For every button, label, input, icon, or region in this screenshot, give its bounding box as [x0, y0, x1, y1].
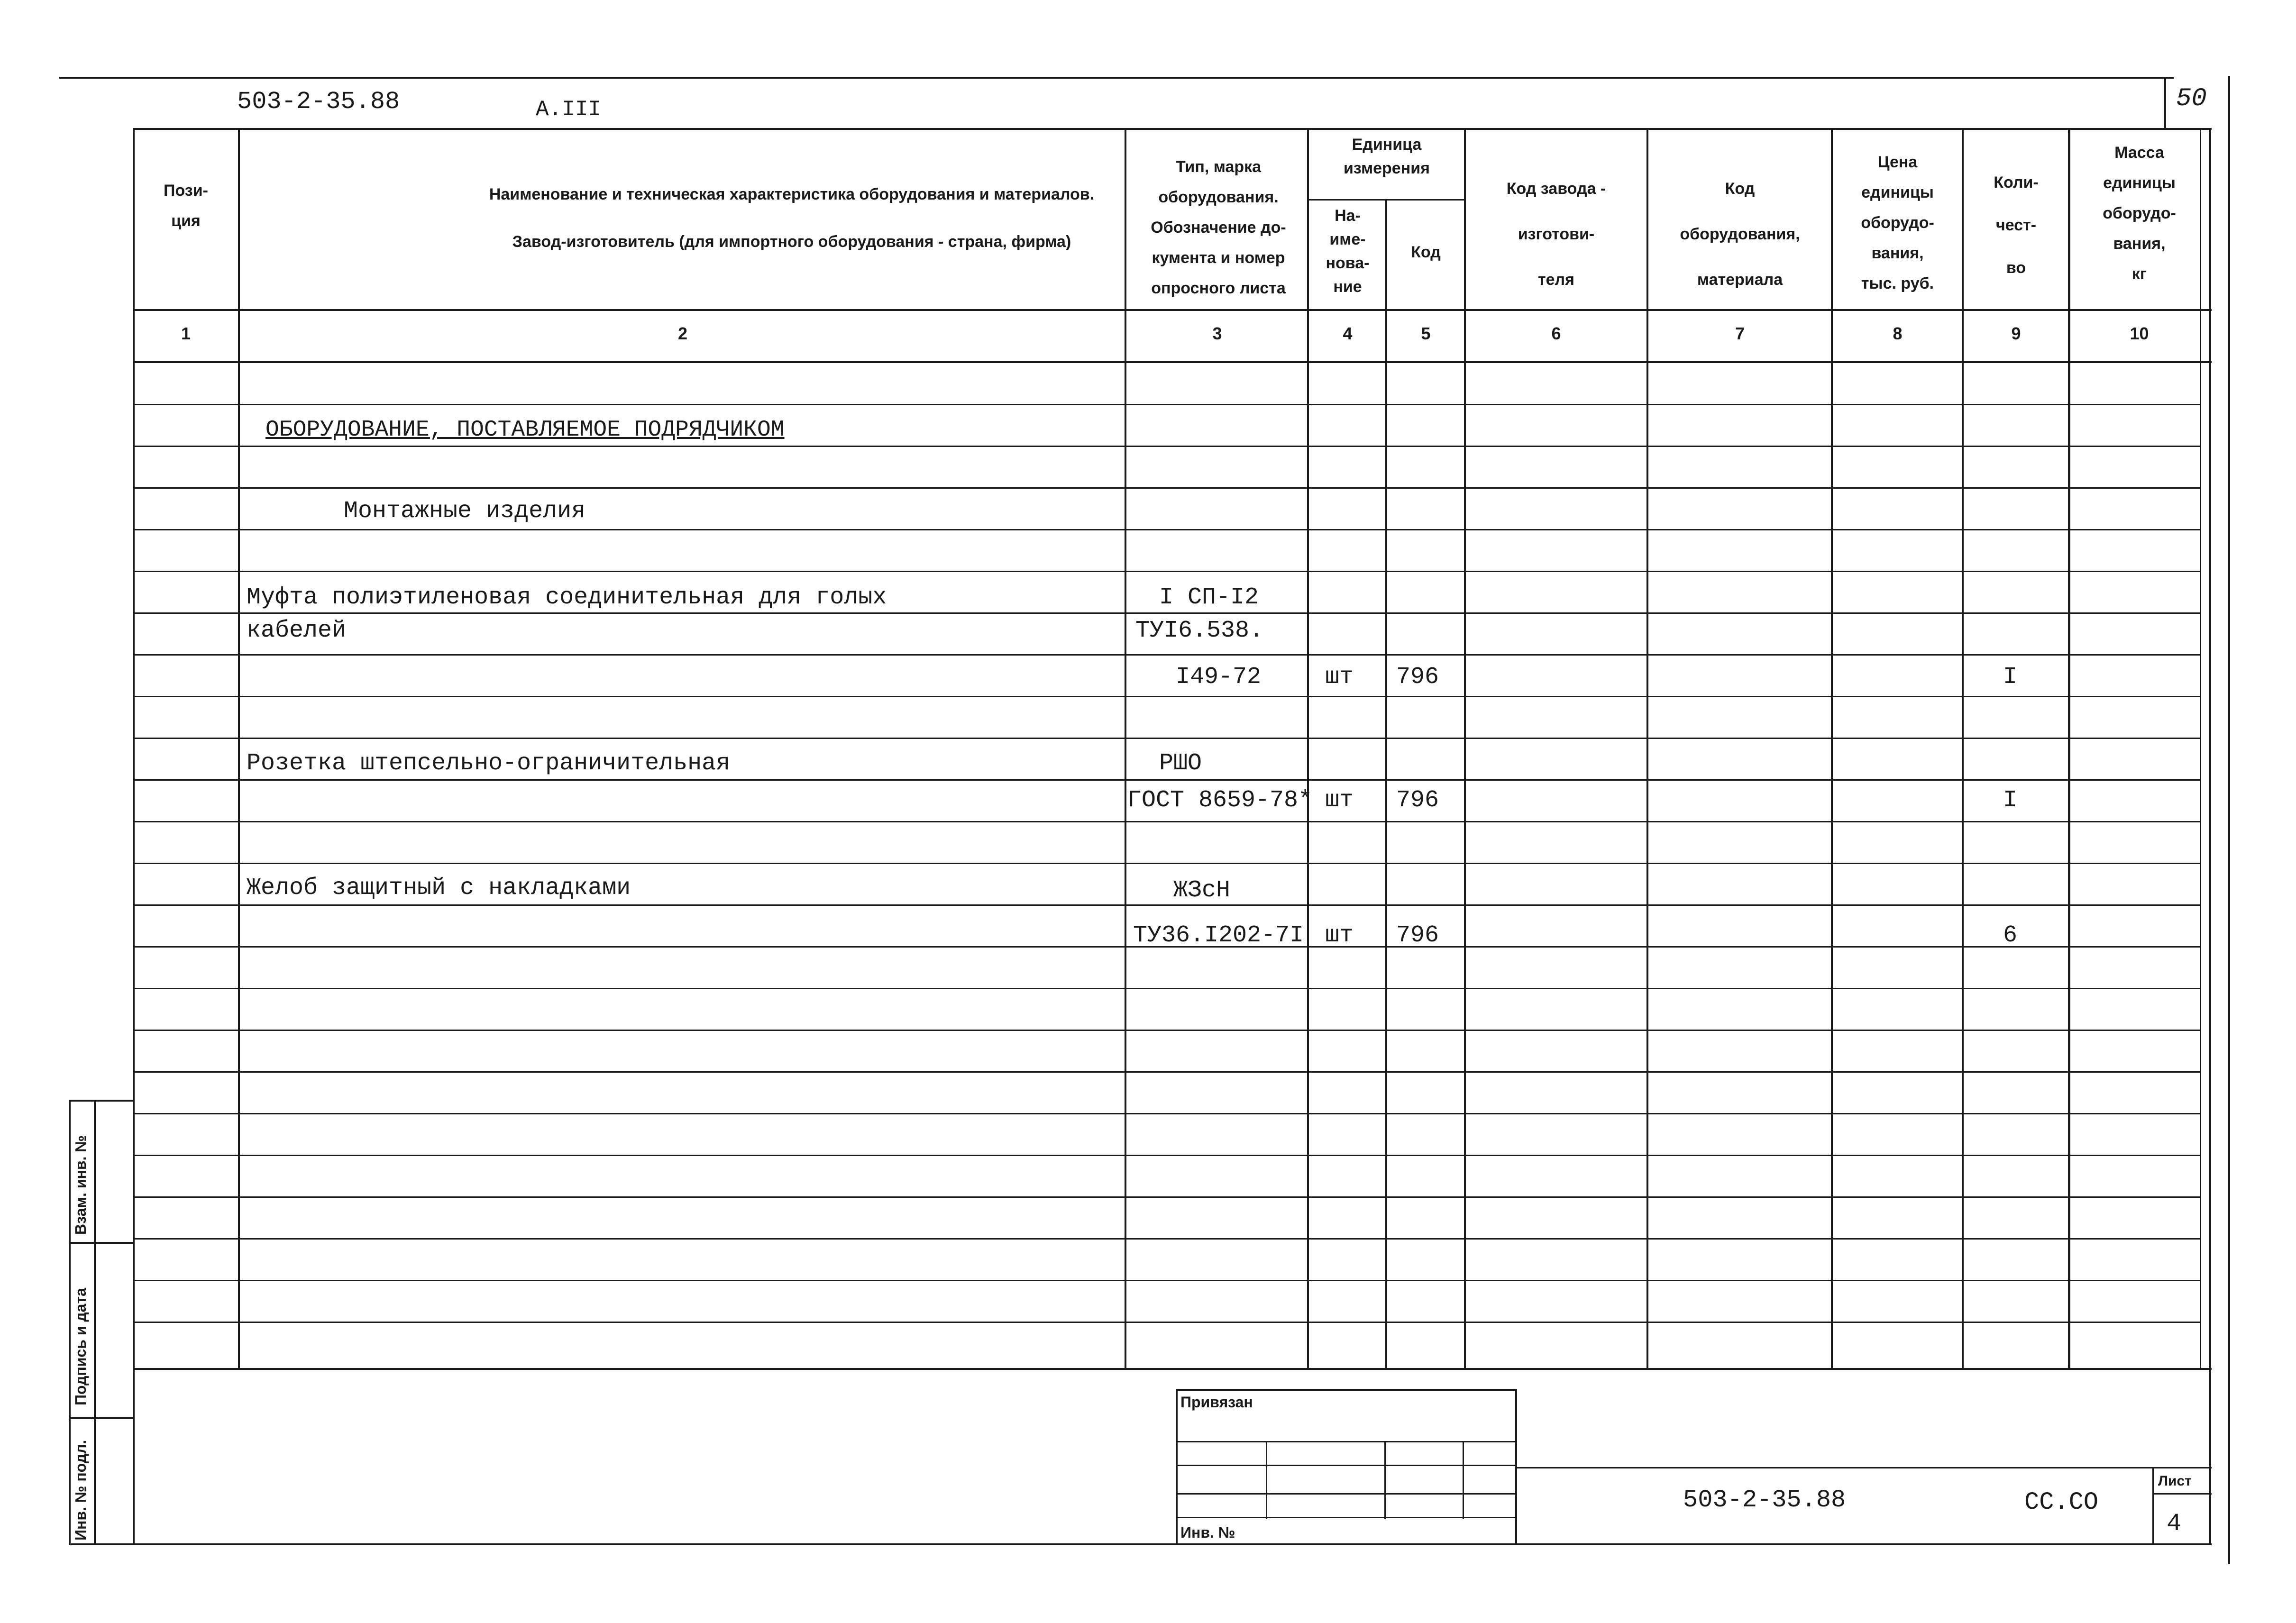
col-num-6: 6: [1551, 324, 1561, 343]
item-type: ТУI6.538.: [1135, 617, 1264, 644]
col-1-title: Пози- ция: [164, 182, 208, 230]
col-2-title: Наименование и техническая характеристика оборудования и материалов. Завод-изготовитель (для импортного оборудования - страна, фирма): [489, 185, 1095, 251]
col-10-title: Масса единицы оборудо- вания, кг: [2103, 144, 2176, 283]
col-line: [1962, 128, 1964, 1370]
item-unit: шт: [1325, 922, 1354, 949]
item-code: 796: [1396, 664, 1439, 691]
col-3-title: Тип, марка оборудования. Обозначение до- кумента и номер опросного листа: [1151, 158, 1286, 297]
col-7-title: Код оборудования, материала: [1680, 180, 1800, 289]
col-line: [1647, 128, 1648, 1370]
item-qty: 6: [2003, 922, 2018, 949]
item-unit: шт: [1325, 664, 1354, 691]
sheet-code-top: 503-2-35.88: [237, 88, 400, 116]
sheet-corner-number: 50: [2176, 84, 2207, 113]
col-line: [1125, 128, 1126, 1370]
sheet-mark-top: A.III: [536, 97, 602, 122]
subsection-title: Монтажные изделия: [344, 498, 586, 525]
top-rule: [59, 77, 2174, 79]
col-5-title: Код: [1411, 243, 1441, 261]
unit-group-title: Единица измерения: [1344, 136, 1430, 177]
frame-bottom: [71, 1543, 2212, 1545]
col-num-4: 4: [1343, 324, 1353, 343]
item-name: Желоб защитный с накладками: [247, 875, 631, 902]
col-num-9: 9: [2011, 324, 2021, 343]
item-type: ТУ36.I202-7I: [1133, 922, 1304, 949]
col-4-title: На- име- нова- ние: [1326, 207, 1370, 296]
col-num-3: 3: [1212, 324, 1222, 343]
col-line: [238, 128, 240, 1370]
item-type: I49-72: [1176, 664, 1262, 691]
side-label-vzam-inv: Взам. инв. №: [72, 1135, 89, 1235]
col-line: [1385, 199, 1387, 1370]
item-name: кабелей: [247, 617, 347, 644]
side-label-inv-podl: Инв. № подл.: [72, 1440, 89, 1541]
col-6-title: Код завода - изготови- теля: [1506, 180, 1606, 289]
col-num-2: 2: [677, 324, 688, 343]
stamp-inv-no: Инв. №: [1180, 1524, 1235, 1541]
stamp-sheet-number: 4: [2167, 1510, 2182, 1538]
item-type: РШО: [1159, 750, 1202, 777]
section-title: ОБОРУДОВАНИЕ, ПОСТАВЛЯЕМОЕ ПОДРЯДЧИКОМ: [265, 417, 785, 443]
col-line: [1464, 128, 1466, 1370]
item-name: Муфта полиэтиленовая соединительная для голых: [247, 584, 887, 611]
stamp-doc-mark: СС.СО: [2024, 1488, 2099, 1516]
item-type: ЖЗсН: [1173, 877, 1231, 904]
item-unit: шт: [1325, 787, 1354, 814]
item-code: 796: [1396, 787, 1439, 814]
stamp-doc-code: 503-2-35.88: [1683, 1486, 1846, 1514]
stamp-sheet-label: Лист: [2158, 1473, 2192, 1489]
item-code: 796: [1396, 922, 1439, 949]
frame-top: [133, 128, 2212, 130]
col-num-7: 7: [1735, 324, 1745, 343]
item-name: Розетка штепсельно-ограничительная: [247, 750, 731, 777]
item-type: ГОСТ 8659-78*: [1127, 787, 1313, 814]
frame-right-outer: [2228, 76, 2230, 1564]
item-qty: I: [2003, 664, 2018, 691]
col-num-5: 5: [1421, 324, 1431, 343]
stamp-privyazan: Привязан: [1180, 1394, 1253, 1411]
col-line: [2068, 128, 2070, 1370]
col-line: [1307, 128, 1309, 1370]
item-qty: I: [2003, 787, 2018, 814]
item-type: I СП-I2: [1159, 584, 1259, 611]
col-9-title: Коли- чест- во: [1994, 173, 2039, 277]
col-num-8: 8: [1893, 324, 1903, 343]
col-line: [2200, 128, 2201, 1370]
col-line: [1831, 128, 1833, 1370]
corner-box-left: [2164, 77, 2166, 128]
frame-right: [2209, 128, 2211, 1545]
col-num-10: 10: [2130, 324, 2149, 343]
col-num-1: 1: [181, 324, 191, 343]
col-8-title: Цена единицы оборудо- вания, тыс. руб.: [1861, 153, 1934, 292]
side-label-signature-date: Подпись и дата: [72, 1288, 89, 1405]
